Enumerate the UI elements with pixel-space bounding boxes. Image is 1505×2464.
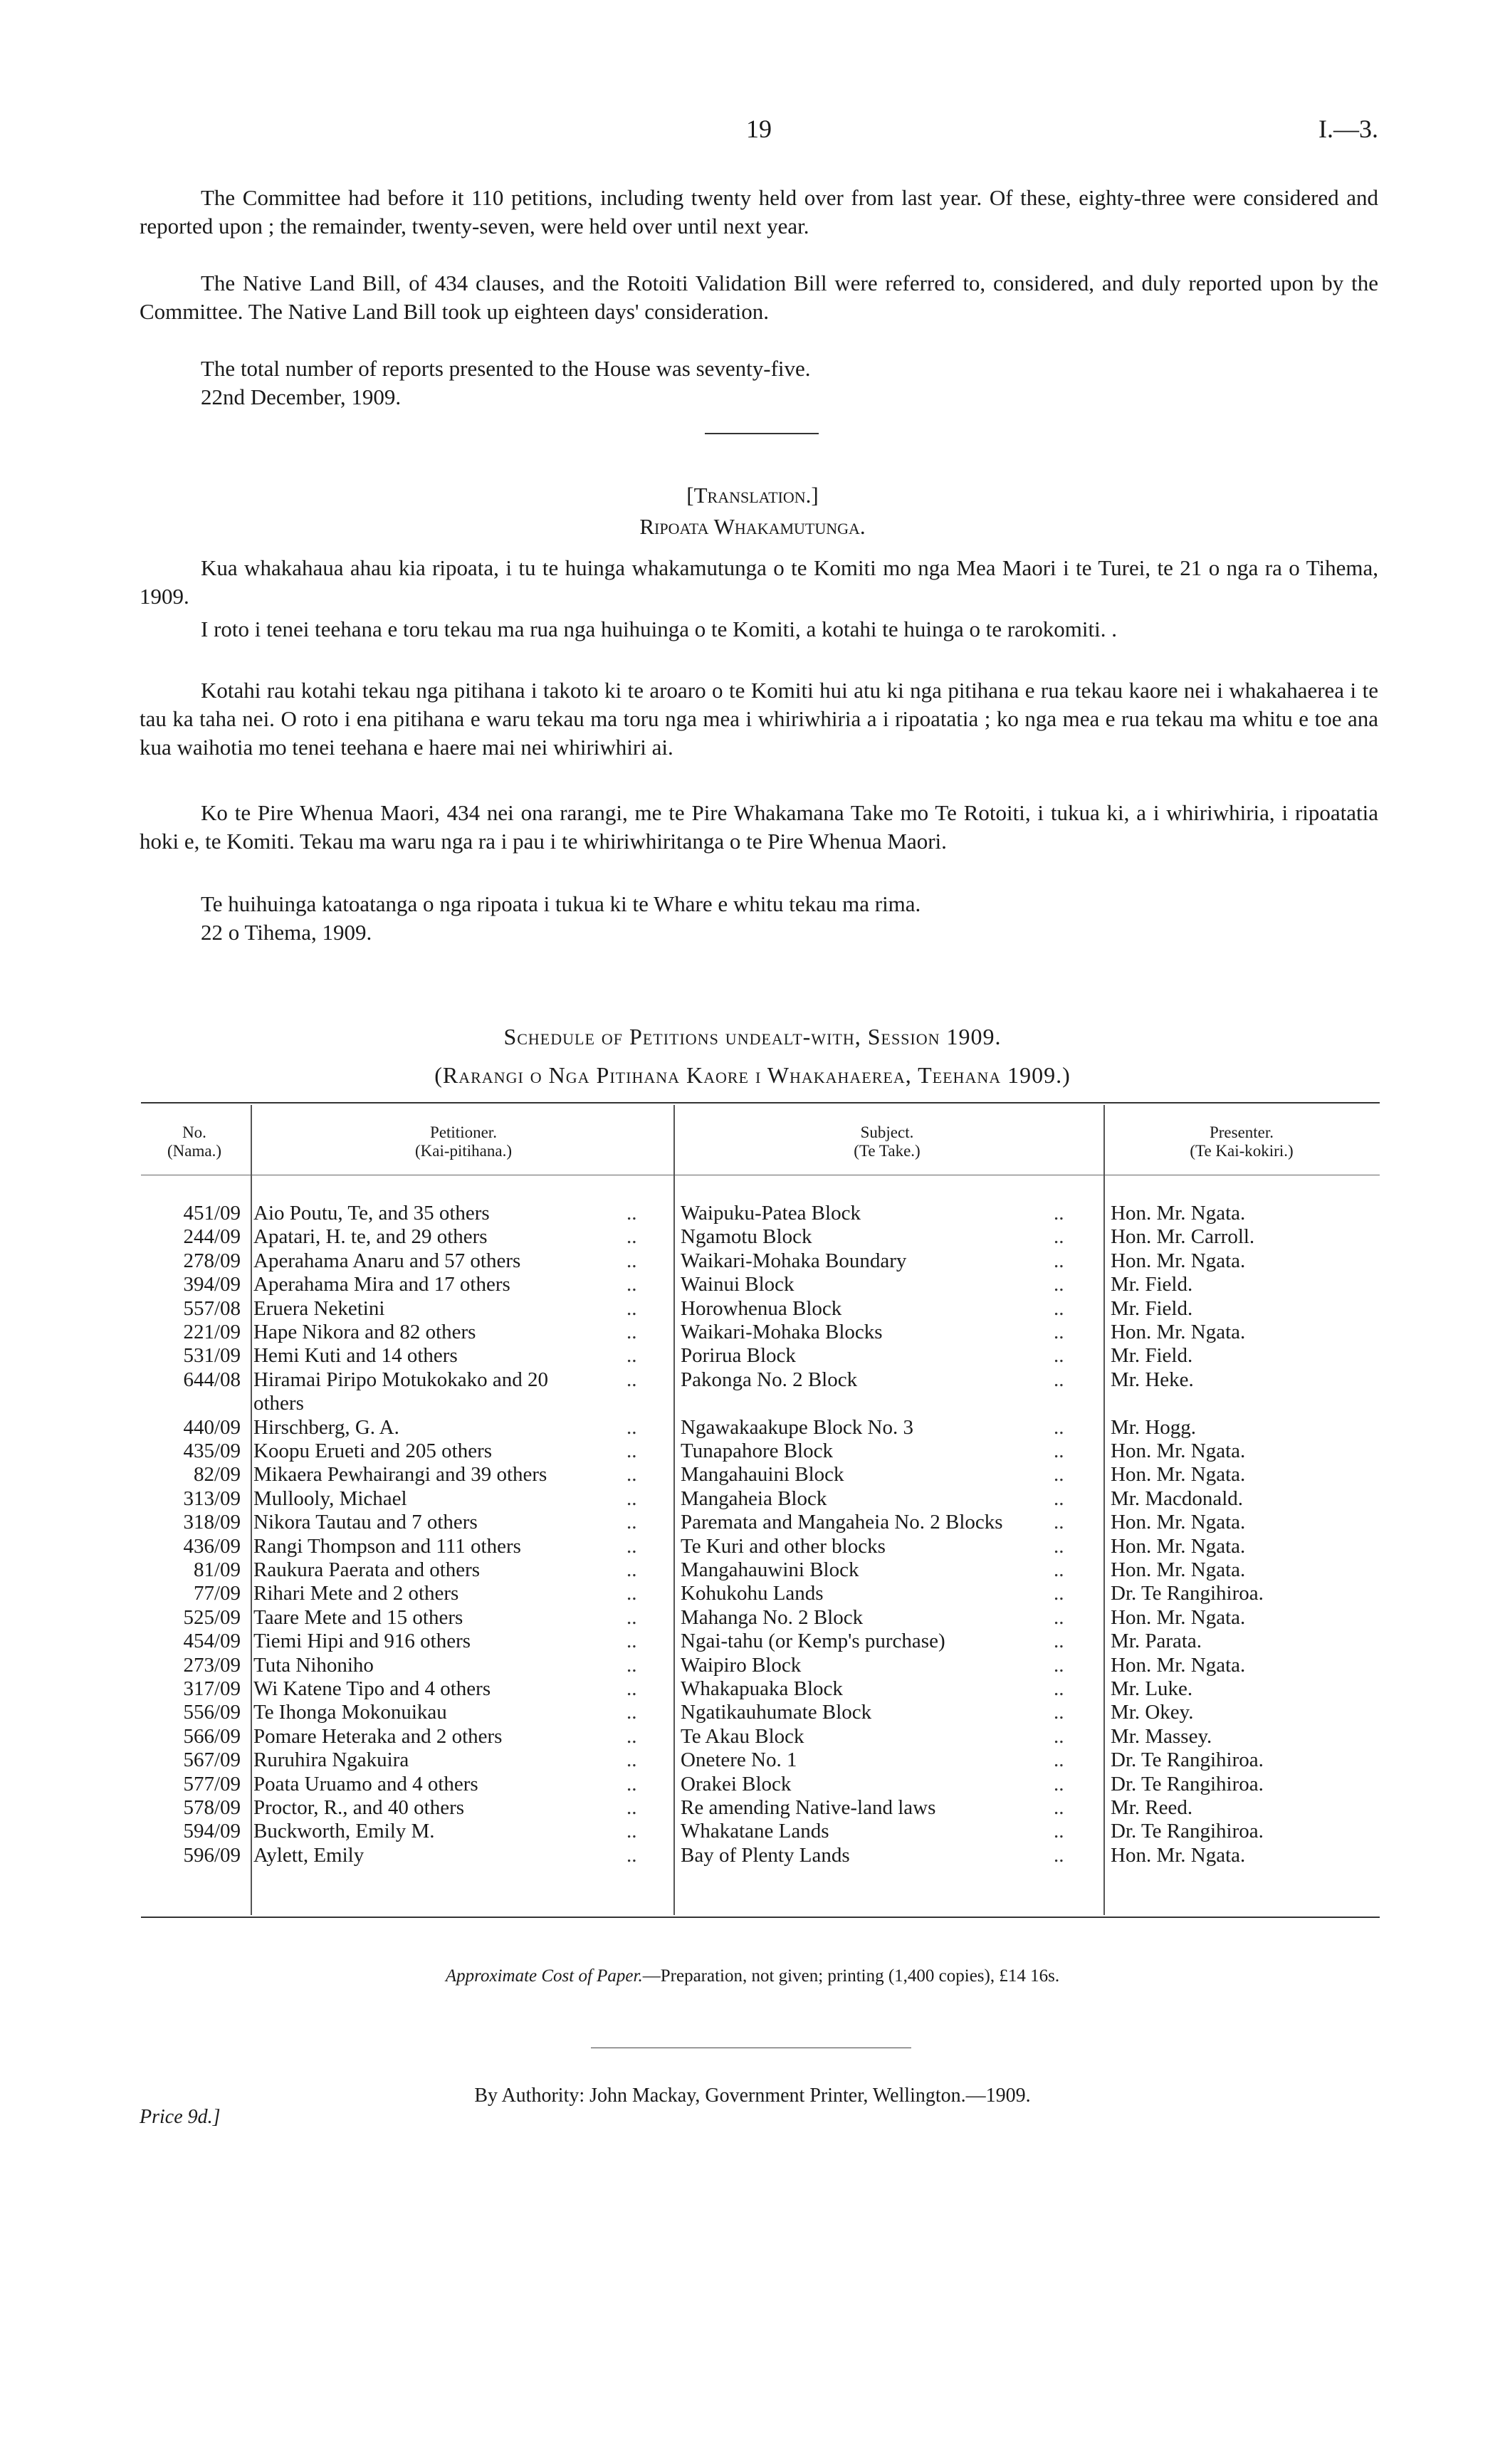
petition-number: 81/09 <box>193 1558 241 1581</box>
table-row <box>141 1773 1380 1796</box>
leader-dots: .. <box>626 1344 637 1368</box>
col-header-subject-maori: (Te Take.) <box>854 1142 921 1160</box>
petition-presenter: Hon. Mr. Ngata. <box>1111 1605 1246 1629</box>
leader-dots: .. <box>1054 1772 1064 1795</box>
petitioner-name: Eruera Neketini <box>253 1296 385 1320</box>
schedule-subtitle: (Rarangi o Nga Pitihana Kaore i Whakahaerea, Teehana 1909.) <box>434 1062 1071 1088</box>
table-row <box>141 1630 1380 1653</box>
leader-dots: .. <box>1054 1511 1064 1534</box>
leader-dots: .. <box>1054 1249 1064 1272</box>
petition-number: 451/09 <box>183 1202 241 1225</box>
leader-dots: .. <box>626 1415 637 1439</box>
petition-subject: Ngawakaakupe Block No. 3 <box>681 1415 913 1439</box>
leader-dots: .. <box>1054 1273 1064 1296</box>
petition-subject: Orakei Block <box>681 1772 792 1795</box>
petition-subject: Wainui Block <box>681 1273 795 1296</box>
petition-presenter: Mr. Luke. <box>1111 1677 1193 1700</box>
petition-subject: Te Akau Block <box>681 1724 804 1748</box>
table-row <box>141 1844 1380 1867</box>
report-paragraph-2: The Native Land Bill, of 434 clauses, and the Rotoiti Validation Bill were referred to, considered, and duly reported upon by the Committee. The Native Land Bill took up eighteen days' consideration. <box>140 271 1378 324</box>
petition-presenter: Mr. Field. <box>1111 1344 1193 1368</box>
leader-dots: .. <box>1054 1463 1064 1487</box>
petition-number: 435/09 <box>183 1440 241 1462</box>
leader-dots: .. <box>1054 1630 1064 1653</box>
petition-subject: Waikari-Mohaka Blocks <box>681 1321 883 1343</box>
petition-presenter: Mr. Massey. <box>1111 1724 1212 1748</box>
table-row <box>141 1535 1380 1558</box>
petition-presenter: Hon. Mr. Ngata. <box>1111 1202 1246 1225</box>
leader-dots: .. <box>626 1796 637 1819</box>
leader-dots: .. <box>1054 1296 1064 1320</box>
page-header <box>140 114 1378 150</box>
col-header-presenter <box>1103 1123 1380 1160</box>
petitioner-name: Aio Poutu, Te, and 35 others <box>253 1202 490 1225</box>
table-row <box>141 1677 1380 1701</box>
table-bottom-rule <box>141 1917 1380 1918</box>
table-row <box>141 1273 1380 1296</box>
petition-number: 313/09 <box>183 1487 241 1510</box>
table-row <box>141 1368 1380 1392</box>
petition-number: 594/09 <box>183 1820 241 1843</box>
petition-subject: Ngai-tahu (or Kemp's purchase) <box>681 1630 945 1653</box>
table-row <box>141 1297 1380 1321</box>
translation-title: Ripoata Whakamutunga. <box>639 514 866 539</box>
petition-presenter: Hon. Mr. Ngata. <box>1111 1440 1246 1462</box>
petitioner-name: Apatari, H. te, and 29 others <box>253 1225 488 1249</box>
translation-paragraph-1: Kua whakahaua ahau kia ripoata, i tu te huinga whakamutunga o te Komiti mo nga Mea Maori i te Turei, te 21 o nga ra o Tihema, 1909. <box>140 555 1378 609</box>
petition-number: 525/09 <box>183 1605 241 1629</box>
section-divider <box>705 433 819 434</box>
table-row <box>141 1749 1380 1772</box>
petition-subject: Tunapahore Block <box>681 1440 833 1462</box>
petition-subject: Waikari-Mohaka Boundary <box>681 1249 907 1272</box>
col-header-presenter-label: Presenter. <box>1209 1123 1274 1141</box>
petition-presenter: Hon. Mr. Ngata. <box>1111 1463 1246 1487</box>
table-row <box>141 1654 1380 1677</box>
schedule-title: Schedule of Petitions undealt-with, Session 1909. <box>503 1024 1002 1049</box>
col-header-petitioner-label: Petitioner. <box>430 1123 497 1141</box>
leader-dots: .. <box>1054 1749 1064 1772</box>
petitioner-name: Buckworth, Emily M. <box>253 1820 435 1843</box>
report-paragraph-1: The Committee had before it 110 petitions, including twenty held over from last year. Of these, eighty-three were considered and reported upon ; the remainder, twenty-seven, were held over until next year. <box>140 185 1378 238</box>
printer-authority: By Authority: John Mackay, Government Printer, Wellington.—1909. <box>474 2085 1031 2107</box>
petition-number: 244/09 <box>183 1225 241 1249</box>
petition-presenter: Hon. Mr. Ngata. <box>1111 1321 1246 1343</box>
cost-label: Approximate Cost of Paper. <box>445 1966 643 1986</box>
petitioner-name: Wi Katene Tipo and 4 others <box>253 1677 491 1700</box>
petitioner-name: Mullooly, Michael <box>253 1487 407 1510</box>
petitioner-name: Hirschberg, G. A. <box>253 1415 399 1439</box>
petition-subject: Re amending Native-land laws <box>681 1796 936 1819</box>
petition-subject: Waipiro Block <box>681 1653 802 1677</box>
col-header-no-label: No. <box>182 1123 206 1141</box>
leader-dots: .. <box>1054 1605 1064 1629</box>
leader-dots: .. <box>626 1202 637 1225</box>
petition-subject: Ngamotu Block <box>681 1225 812 1249</box>
petition-subject: Kohukohu Lands <box>681 1582 824 1605</box>
leader-dots: .. <box>626 1487 637 1510</box>
petition-subject: Te Kuri and other blocks <box>681 1534 886 1558</box>
petition-subject: Pakonga No. 2 Block <box>681 1368 858 1391</box>
petition-presenter: Dr. Te Rangihiroa. <box>1111 1582 1264 1605</box>
leader-dots: .. <box>626 1677 637 1700</box>
leader-dots: .. <box>626 1511 637 1534</box>
translation-paragraph-5: Te huihuinga katoatanga o nga ripoata i tukua ki te Whare e whitu tekau ma rima. <box>201 891 921 916</box>
table-row <box>141 1701 1380 1724</box>
leader-dots: .. <box>626 1582 637 1605</box>
leader-dots: .. <box>626 1749 637 1772</box>
price-note: Price 9d.] <box>140 2106 221 2128</box>
leader-dots: .. <box>626 1463 637 1487</box>
col-header-subject <box>673 1123 1101 1160</box>
petitioner-name: Aperahama Anaru and 57 others <box>253 1249 521 1272</box>
leader-dots: .. <box>1054 1321 1064 1343</box>
petition-presenter: Mr. Macdonald. <box>1111 1487 1244 1510</box>
petitioner-name: Nikora Tautau and 7 others <box>253 1511 478 1534</box>
table-row <box>141 1321 1380 1344</box>
petitioner-name: Rangi Thompson and 111 others <box>253 1534 521 1558</box>
page-number: 19 <box>746 115 772 143</box>
petition-subject: Mangaheia Block <box>681 1487 827 1510</box>
leader-dots: .. <box>626 1701 637 1724</box>
petition-number: 436/09 <box>183 1534 241 1558</box>
leader-dots: .. <box>626 1225 637 1249</box>
petition-presenter: Dr. Te Rangihiroa. <box>1111 1749 1264 1772</box>
leader-dots: .. <box>626 1724 637 1748</box>
petition-subject: Horowhenua Block <box>681 1296 842 1320</box>
leader-dots: .. <box>1054 1368 1064 1391</box>
petition-number: 317/09 <box>183 1677 241 1700</box>
petition-subject: Mahanga No. 2 Block <box>681 1605 864 1629</box>
petition-presenter: Hon. Mr. Ngata. <box>1111 1249 1246 1272</box>
petition-number: 278/09 <box>183 1249 241 1272</box>
col-header-petitioner <box>253 1123 673 1160</box>
table-top-rule <box>141 1102 1380 1103</box>
table-row <box>141 1820 1380 1843</box>
petition-number: 644/08 <box>183 1368 241 1391</box>
leader-dots: .. <box>626 1273 637 1296</box>
col-header-no <box>141 1123 248 1160</box>
leader-dots: .. <box>626 1534 637 1558</box>
leader-dots: .. <box>626 1249 637 1272</box>
col-header-petitioner-maori: (Kai-pitihana.) <box>414 1142 513 1160</box>
table-row-continuation <box>141 1392 1380 1415</box>
leader-dots: .. <box>626 1772 637 1795</box>
leader-dots: .. <box>1054 1701 1064 1724</box>
leader-dots: .. <box>626 1820 637 1843</box>
col-header-no-maori: (Nama.) <box>167 1142 221 1160</box>
petition-subject: Ngatikauhumate Block <box>681 1701 872 1724</box>
petitioner-name: Rihari Mete and 2 others <box>253 1582 459 1605</box>
petition-number: 77/09 <box>193 1582 241 1605</box>
petition-number: 596/09 <box>183 1843 241 1867</box>
report-date: 22nd December, 1909. <box>201 384 402 409</box>
leader-dots: .. <box>1054 1796 1064 1819</box>
document-reference: I.—3. <box>1318 115 1378 143</box>
petition-subject: Bay of Plenty Lands <box>681 1843 850 1867</box>
table-row <box>141 1225 1380 1249</box>
petition-presenter: Mr. Reed. <box>1111 1796 1193 1819</box>
col-header-subject-label: Subject. <box>860 1123 914 1141</box>
translation-paragraph-4: Ko te Pire Whenua Maori, 434 nei ona rarangi, me te Pire Whakamana Take mo Te Rotoiti, i tukua ki, a i whiriwhiria, i ripoatatia hoki e, te Komiti. Tekau ma waru nga ra i pau i te whiriwhiritanga o te Pire Whenua Maori. <box>140 800 1378 854</box>
petitioner-name: Aylett, Emily <box>253 1843 365 1867</box>
table-row <box>141 1582 1380 1605</box>
leader-dots: .. <box>1054 1843 1064 1867</box>
leader-dots: .. <box>626 1843 637 1867</box>
petition-presenter: Mr. Parata. <box>1111 1630 1202 1653</box>
petition-presenter: Mr. Field. <box>1111 1296 1193 1320</box>
petition-number: 531/09 <box>183 1344 241 1368</box>
leader-dots: .. <box>626 1630 637 1653</box>
leader-dots: .. <box>626 1653 637 1677</box>
leader-dots: .. <box>1054 1677 1064 1700</box>
leader-dots: .. <box>626 1368 637 1391</box>
translation-date: 22 o Tihema, 1909. <box>201 920 372 945</box>
table-row <box>141 1416 1380 1440</box>
leader-dots: .. <box>626 1605 637 1629</box>
petitioner-name: Raukura Paerata and others <box>253 1558 481 1581</box>
petitioner-name-continued: others <box>253 1392 304 1415</box>
leader-dots: .. <box>1054 1653 1064 1677</box>
petition-presenter: Hon. Mr. Carroll. <box>1111 1225 1255 1249</box>
petitioner-name: Hemi Kuti and 14 others <box>253 1344 458 1368</box>
petition-presenter: Mr. Field. <box>1111 1273 1193 1296</box>
petition-number: 440/09 <box>183 1415 241 1439</box>
petitioner-name: Pomare Heteraka and 2 others <box>253 1724 503 1748</box>
leader-dots: .. <box>626 1321 637 1343</box>
petition-presenter: Mr. Heke. <box>1111 1368 1194 1391</box>
petition-number: 318/09 <box>183 1511 241 1534</box>
petition-presenter: Hon. Mr. Ngata. <box>1111 1534 1246 1558</box>
petition-presenter: Hon. Mr. Ngata. <box>1111 1653 1246 1677</box>
cost-note <box>0 1966 1505 1986</box>
petitioner-name: Ruruhira Ngakuira <box>253 1749 409 1772</box>
petition-presenter: Mr. Okey. <box>1111 1701 1194 1724</box>
petition-subject: Whakapuaka Block <box>681 1677 843 1700</box>
leader-dots: .. <box>626 1296 637 1320</box>
cost-text: —Preparation, not given; printing (1,400 copies), £14 16s. <box>642 1966 1060 1986</box>
table-row <box>141 1487 1380 1511</box>
leader-dots: .. <box>1054 1440 1064 1462</box>
table-row <box>141 1511 1380 1534</box>
petitioner-name: Te Ihonga Mokonuikau <box>253 1701 447 1724</box>
petitioner-name: Koopu Erueti and 205 others <box>253 1440 493 1462</box>
table-row <box>141 1725 1380 1749</box>
petitioner-name: Aperahama Mira and 17 others <box>253 1273 510 1296</box>
petition-presenter: Hon. Mr. Ngata. <box>1111 1511 1246 1534</box>
petition-subject: Paremata and Mangaheia No. 2 Blocks <box>681 1511 1003 1534</box>
leader-dots: .. <box>1054 1558 1064 1581</box>
petition-number: 221/09 <box>183 1321 241 1343</box>
petition-number: 454/09 <box>183 1630 241 1653</box>
translation-label: [Translation.] <box>686 483 819 508</box>
petition-number: 557/08 <box>183 1296 241 1320</box>
petition-number: 394/09 <box>183 1273 241 1296</box>
table-row <box>141 1440 1380 1463</box>
petition-number: 273/09 <box>183 1653 241 1677</box>
leader-dots: .. <box>1054 1202 1064 1225</box>
petition-presenter: Hon. Mr. Ngata. <box>1111 1558 1246 1581</box>
petitioner-name: Mikaera Pewhairangi and 39 others <box>253 1463 547 1487</box>
petition-number: 578/09 <box>183 1796 241 1819</box>
leader-dots: .. <box>1054 1225 1064 1249</box>
leader-dots: .. <box>1054 1534 1064 1558</box>
leader-dots: .. <box>626 1440 637 1462</box>
petitioner-name: Poata Uruamo and 4 others <box>253 1772 478 1795</box>
table-row <box>141 1796 1380 1820</box>
table-row <box>141 1202 1380 1225</box>
table-row <box>141 1558 1380 1582</box>
leader-dots: .. <box>1054 1724 1064 1748</box>
petitioner-name: Tiemi Hipi and 916 others <box>253 1630 471 1653</box>
leader-dots: .. <box>626 1558 637 1581</box>
table-row <box>141 1249 1380 1273</box>
petition-number: 82/09 <box>193 1463 241 1487</box>
translation-paragraph-3: Kotahi rau kotahi tekau nga pitihana i takoto ki te aroaro o te Komiti hui atu ki nga pitihana e rua tekau kaore nei i whakahaerea i te tau ka taha nei. O roto i ena pitihana e waru tekau ma toru nga mea i whiriwhiria a i ripoatatia ; ko nga mea e rua tekau ma whitu e toe ana kua waihotia mo tenei teehana e haere mai nei whiriwhiri ai. <box>140 678 1378 760</box>
petition-presenter: Mr. Hogg. <box>1111 1415 1197 1439</box>
leader-dots: .. <box>1054 1820 1064 1843</box>
petitioner-name: Proctor, R., and 40 others <box>253 1796 465 1819</box>
petitioner-name: Hiramai Piripo Motukokako and 20 <box>253 1368 549 1391</box>
petitioner-name: Hape Nikora and 82 others <box>253 1321 476 1343</box>
petition-number: 577/09 <box>183 1772 241 1795</box>
table-row <box>141 1463 1380 1487</box>
petition-number: 567/09 <box>183 1749 241 1772</box>
petition-presenter: Dr. Te Rangihiroa. <box>1111 1772 1264 1795</box>
table-row <box>141 1344 1380 1368</box>
leader-dots: .. <box>1054 1487 1064 1510</box>
petition-subject: Porirua Block <box>681 1344 796 1368</box>
leader-dots: .. <box>1054 1415 1064 1439</box>
col-header-presenter-maori: (Te Kai-kokiri.) <box>1190 1142 1294 1160</box>
petition-subject: Whakatane Lands <box>681 1820 829 1843</box>
petition-subject: Mangahauini Block <box>681 1463 844 1487</box>
petition-subject: Mangahauwini Block <box>681 1558 859 1581</box>
petition-presenter: Hon. Mr. Ngata. <box>1111 1843 1246 1867</box>
petition-subject: Onetere No. 1 <box>681 1749 797 1772</box>
leader-dots: .. <box>1054 1582 1064 1605</box>
translation-paragraph-2: I roto i tenei teehana e toru tekau ma rua nga huihuinga o te Komiti, a kotahi te huinga o te rarokomiti. . <box>201 617 1117 641</box>
report-paragraph-3: The total number of reports presented to the House was seventy-five. <box>201 356 811 381</box>
petitioner-name: Tuta Nihoniho <box>253 1653 374 1677</box>
petition-subject: Waipuku-Patea Block <box>681 1202 861 1225</box>
petition-number: 556/09 <box>183 1701 241 1724</box>
table-row <box>141 1606 1380 1630</box>
leader-dots: .. <box>1054 1344 1064 1368</box>
petition-presenter: Dr. Te Rangihiroa. <box>1111 1820 1264 1843</box>
petitioner-name: Taare Mete and 15 others <box>253 1605 463 1629</box>
petition-number: 566/09 <box>183 1724 241 1748</box>
